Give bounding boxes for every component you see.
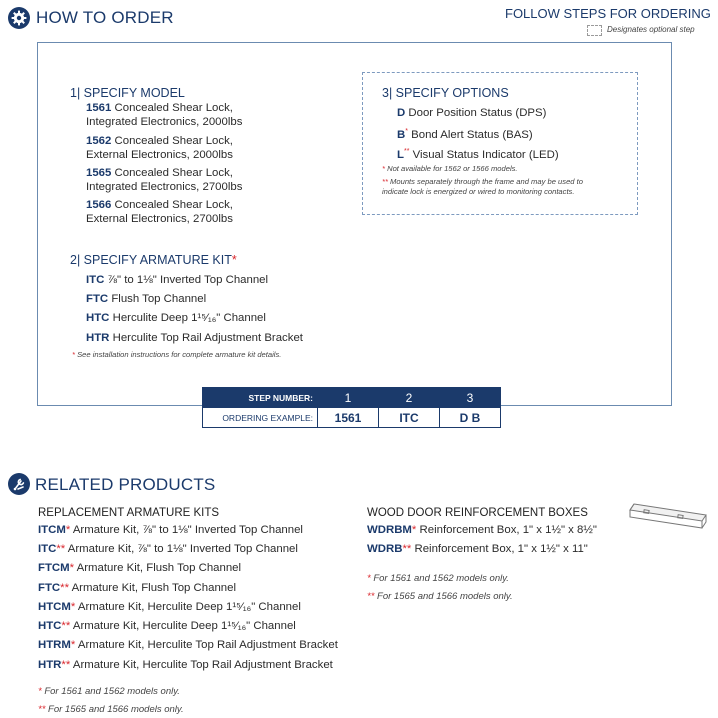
step-number-cell: 2 <box>379 388 440 408</box>
model-desc: Integrated Electronics, 2000lbs <box>86 116 243 128</box>
model-desc: Concealed Shear Lock, <box>114 135 233 147</box>
option-item-l: L** Visual Status Indicator (LED) <box>397 148 559 161</box>
ordering-steps-table <box>202 387 501 428</box>
optional-step-legend-swatch <box>587 25 602 36</box>
tools-icon <box>8 473 30 495</box>
list-item: FTCM* Armature Kit, Flush Top Channel <box>38 562 242 574</box>
list-item: ITCM* Armature Kit, ⅞" to 1⅛" Inverted Top Channel <box>38 524 303 536</box>
model-item-1562 <box>86 134 233 162</box>
model-desc: External Electronics, 2700lbs <box>86 213 233 225</box>
specify-armature-header: 2| SPECIFY ARMATURE KIT* <box>70 253 237 267</box>
ordering-example-label: ORDERING EXAMPLE: <box>203 408 318 428</box>
model-desc: Concealed Shear Lock, <box>114 199 233 211</box>
list-item: WDRB** Reinforcement Box, 1" x 1½" x 11" <box>367 543 588 555</box>
specify-options-header: 3| SPECIFY OPTIONS <box>382 86 509 100</box>
model-code: 1565 <box>86 167 112 179</box>
model-code: 1561 <box>86 102 112 114</box>
options-note-1: * Not available for 1562 or 1566 models. <box>382 164 518 173</box>
reinforcement-box-illustration <box>626 500 710 541</box>
options-note-2: ** Mounts separately through the frame and may be used to indicate lock is energized or wired to monitoring contacts. <box>382 177 583 196</box>
model-item-1565 <box>86 166 242 194</box>
list-item: FTC** Armature Kit, Flush Top Channel <box>38 582 236 594</box>
optional-step-legend-text: Designates optional step <box>607 25 695 34</box>
model-code: 1562 <box>86 135 112 147</box>
option-item-d: D Door Position Status (DPS) <box>397 107 547 119</box>
model-item-1566 <box>86 198 233 226</box>
specify-model-header: 1| SPECIFY MODEL <box>70 86 185 100</box>
ordering-example-cell: ITC <box>379 408 440 428</box>
related-products-title: RELATED PRODUCTS <box>35 475 216 494</box>
wood-boxes-note-2: ** For 1565 and 1566 models only. <box>367 591 513 602</box>
option-item-b: B* Bond Alert Status (BAS) <box>397 128 533 141</box>
step-number-cell: 1 <box>318 388 379 408</box>
model-desc: Integrated Electronics, 2700lbs <box>86 181 243 193</box>
model-desc: External Electronics, 2000lbs <box>86 149 233 161</box>
gear-icon <box>8 7 30 29</box>
armature-item-itc: ITC ⅞" to 1⅛" Inverted Top Channel <box>86 274 269 286</box>
list-item: HTC** Armature Kit, Herculite Deep 1¹⁵⁄₁₆" Channel <box>38 620 296 632</box>
how-to-order-title: HOW TO ORDER <box>36 8 174 27</box>
model-desc: Concealed Shear Lock, <box>114 102 233 114</box>
armature-item-htr: HTR Herculite Top Rail Adjustment Bracket <box>86 332 303 344</box>
armature-kits-note-2: ** For 1565 and 1566 models only. <box>38 704 184 715</box>
list-item: ITC** Armature Kit, ⅞" to 1⅛" Inverted Top Channel <box>38 543 298 555</box>
list-item: WDRBM* Reinforcement Box, 1" x 1½" x 8½" <box>367 524 597 536</box>
step-number-label: STEP NUMBER: <box>203 388 318 408</box>
model-item-1561 <box>86 101 242 129</box>
model-desc: Concealed Shear Lock, <box>114 167 233 179</box>
ordering-example-cell: 1561 <box>318 408 379 428</box>
list-item: HTR** Armature Kit, Herculite Top Rail Adjustment Bracket <box>38 659 333 671</box>
armature-item-htc: HTC Herculite Deep 1¹⁵⁄₁₆" Channel <box>86 312 266 324</box>
armature-kits-note-1: * For 1561 and 1562 models only. <box>38 686 180 697</box>
step-number-row <box>203 388 501 408</box>
wood-boxes-header: WOOD DOOR REINFORCEMENT BOXES <box>367 507 588 519</box>
list-item: HTRM* Armature Kit, Herculite Top Rail Adjustment Bracket <box>38 639 338 651</box>
armature-note: * See installation instructions for complete armature kit details. <box>72 350 282 359</box>
model-code: 1566 <box>86 199 112 211</box>
armature-item-ftc: FTC Flush Top Channel <box>86 293 207 305</box>
armature-kits-header: REPLACEMENT ARMATURE KITS <box>38 507 220 519</box>
list-item: HTCM* Armature Kit, Herculite Deep 1¹⁵⁄₁₆" Channel <box>38 601 301 613</box>
follow-steps-label: FOLLOW STEPS FOR ORDERING <box>505 6 711 21</box>
step-number-cell: 3 <box>440 388 501 408</box>
ordering-example-cell: D B <box>440 408 501 428</box>
wood-boxes-note-1: * For 1561 and 1562 models only. <box>367 573 509 584</box>
ordering-example-row <box>203 408 501 428</box>
